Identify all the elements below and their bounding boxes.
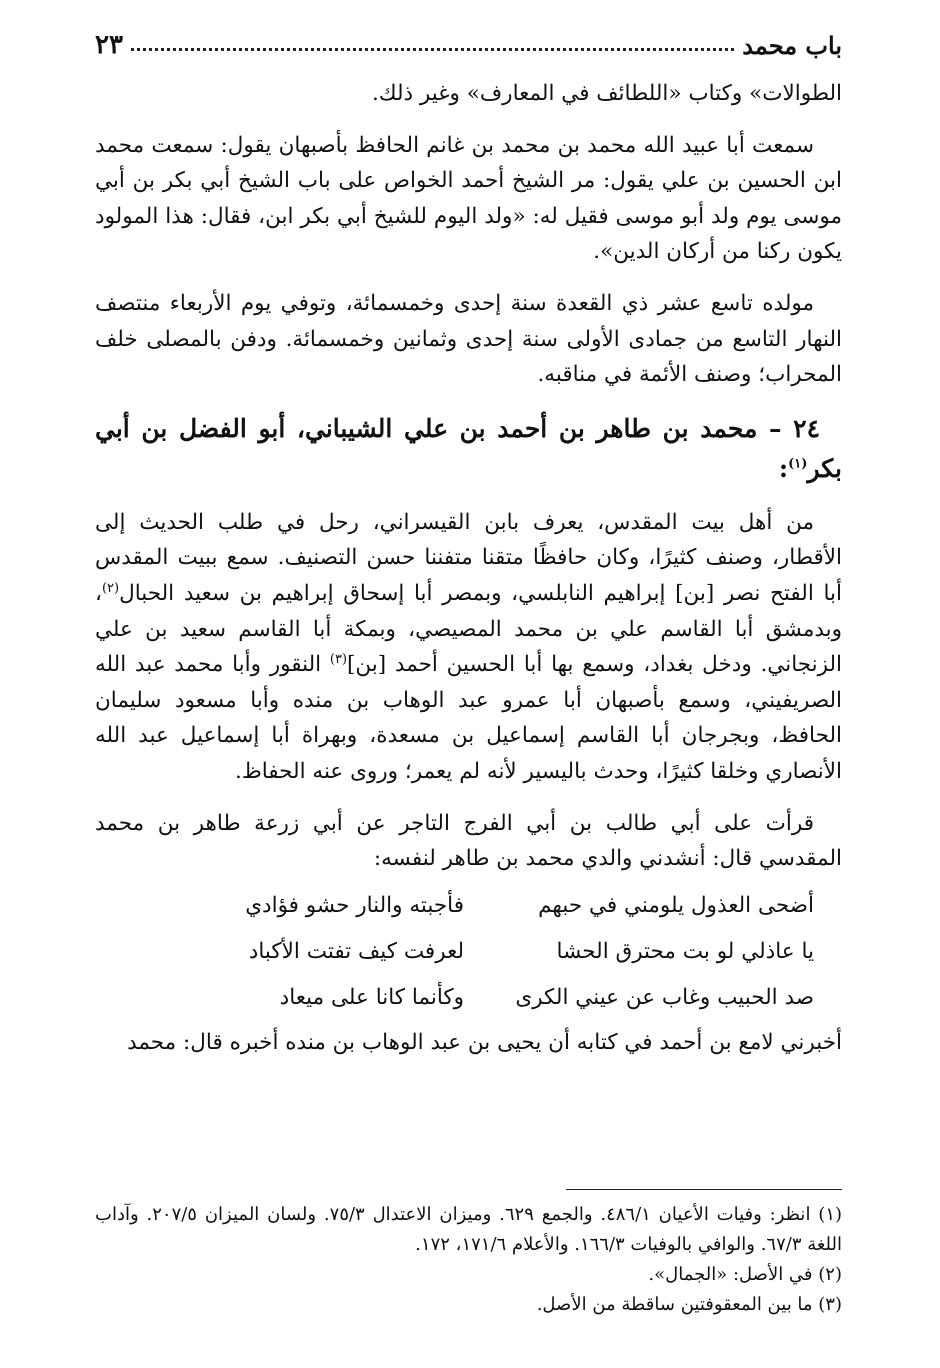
footnote-ref-2: (٢) [101,580,120,596]
paragraph-continues-next-page: أخبرني لامع بن أحمد في كتابه أن يحيى بن عبد الوهاب بن منده أخبره قال: محمد [127,1029,842,1055]
biography-part-2: ، وبدمشق أبا القاسم علي بن محمد المصيصي، وبمكة أبا القاسم سعيد بن علي الزنجاني. ودخل بغداد، وسمع بها أبا الحسين أحمد [بن] [95,580,842,678]
footnotes [95,1200,842,1320]
paragraph-birth-death: مولده تاسع عشر ذي القعدة سنة إحدى وخمسمائة، وتوفي يوم الأربعاء منتصف النهار التاسع من جمادى الأولى سنة إحدى وثمانين وخمسمائة. ودفن بالمصلى خلف المحراب؛ وصنف الأئمة في مناقبه. [95,290,842,388]
page-number: ٢٣ [95,30,123,60]
entry-title [95,409,842,489]
footnote-2: (٢) في الأصل: «الجمال». [648,1264,842,1285]
poem-verse [95,975,842,1021]
poem-verse [95,929,842,975]
page-header [95,28,842,62]
footnote-ref-3: (٣) [329,651,348,667]
verse-first-hemistich: يا عاذلي لو بت محترق الحشا [556,938,814,964]
paragraph-continued: الطوالات» وكتاب «اللطائف في المعارف» وغير ذلك. [372,81,842,106]
paragraph-recitation: قرأت على أبي طالب بن أبي الفرج التاجر عن أبي زرعة طاهر بن محمد المقدسي قال: أنشدني والدي محمد بن طاهر لنفسه: [95,810,842,872]
verse-first-hemistich: صد الحبيب وغاب عن عيني الكرى [515,984,814,1010]
footnote-3: (٣) ما بين المعقوفتين ساقطة من الأصل. [536,1294,842,1315]
paragraph-narration: سمعت أبا عبيد الله محمد بن محمد بن غانم الحافظ بأصبهان يقول: سمعت محمد ابن الحسين بن علي يقول: مر الشيخ أحمد الخواص على باب الشيخ أبي بكر بن أبي موسى يوم ولد أبو موسى فقيل له: «ولد اليوم للشيخ أبي بكر ابن، فقال: هذا المولود يكون ركنا من أركان الدين». [95,132,842,265]
biography-part-3: النقور وأبا محمد عبد الله الصريفيني، وسمع بأصبهان أبا عمرو عبد الوهاب بن منده وأبا مسعود سليمان الحافظ، وبجرجان أبا القاسم إسماعيل بن مسعدة، وبهراة أبا إسماعيل عبد الله الأنصاري وخلقا كثيرًا، وحدث باليسير لأنه لم يعمر؛ وروى عنه الحفاظ. [95,652,842,784]
poem-verse [95,883,842,929]
footnote-ref-1: (١) [788,456,808,472]
poem [95,883,842,1021]
entry-title-colon: : [778,453,789,483]
footnote-1: (١) انظر: وفيات الأعيان ٤٨٦/١. والجمع ٦٢٩. وميزان الاعتدال ٧٥/٣. ولسان الميزان ٢٠٧/٥. وآداب اللغة ٦٧/٣. والوافي بالوفيات ١٦٦/٣. والأعلام ١٧١/٦، ١٧٢. [95,1204,843,1255]
paragraph-biography [95,505,842,790]
running-title: باب محمد [742,30,842,60]
verse-second-hemistich: لعرفت كيف تفتت الأكباد [248,938,464,964]
main-text [95,76,842,1076]
verse-first-hemistich: أضحى العذول يلومني في حبهم [538,892,814,918]
verse-second-hemistich: وكأنما كانا على ميعاد [279,984,464,1010]
footnote-separator [566,1189,842,1190]
verse-second-hemistich: فأجبته والنار حشو فؤادي [245,892,464,918]
dot-leader [131,48,734,51]
biography-part-1: من أهل بيت المقدس، يعرف بابن القيسراني، رحل في طلب الحديث إلى الأقطار، وصنف كثيرًا، وكان حافظًا متقنا متفننا حسن التصنيف. سمع ببيت المقدس أبا الفتح نصر [بن] إبراهيم النابلسي، وبمصر أبا إسحاق إبراهيم بن سعيد الحبال [95,509,842,606]
entry-title-text: ٢٤ – محمد بن طاهر بن أحمد بن علي الشيباني، أبو الفضل بن أبي بكر [95,413,842,483]
